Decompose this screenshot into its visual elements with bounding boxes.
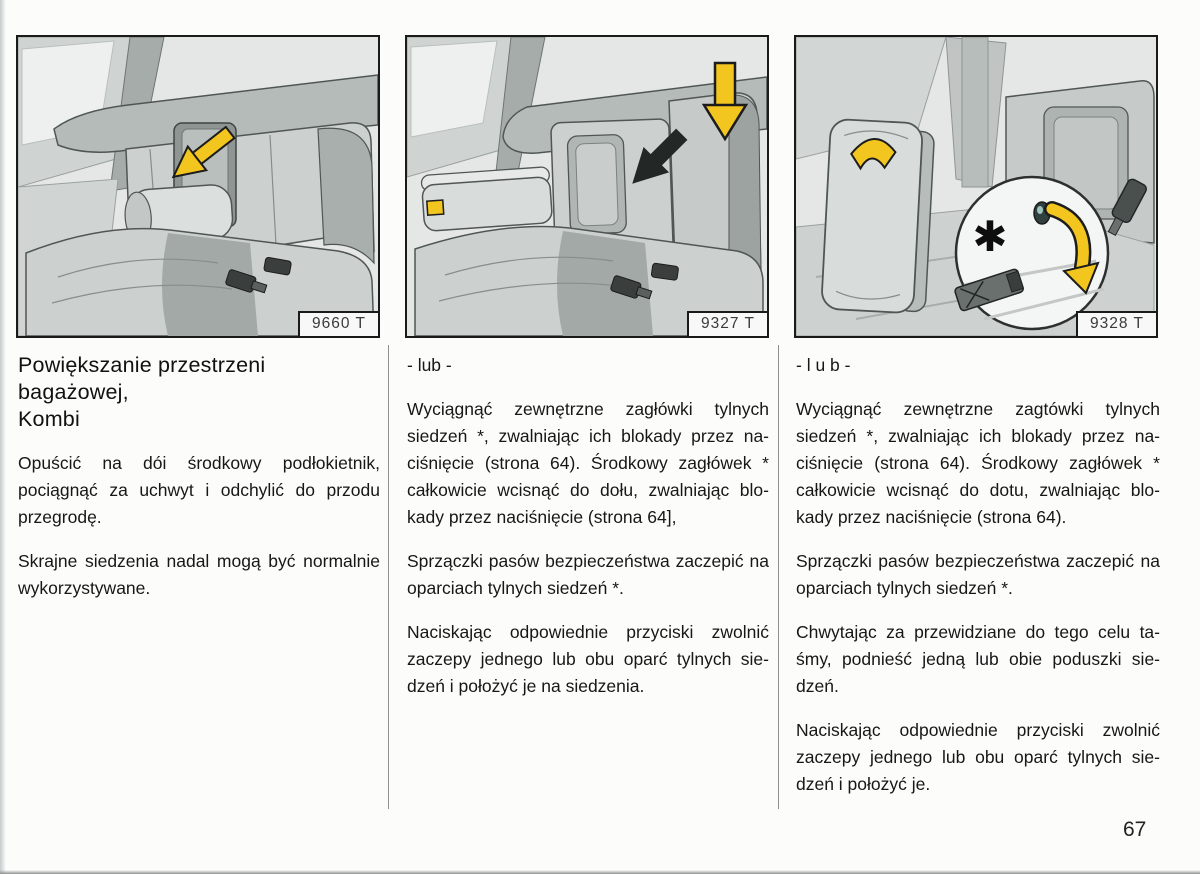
figure-backrest-folding xyxy=(405,35,769,338)
paragraph: Sprzączki pasów bezpieczeństwa zaczepić na oparciach tylnych siedzeń *. xyxy=(796,551,1160,598)
column-divider xyxy=(778,345,779,809)
figure-label: 9660 T xyxy=(298,311,380,338)
illustration-backrest-folding xyxy=(407,37,767,336)
section-heading-line1: Powiększanie przestrzeni bagażowej, xyxy=(18,353,266,404)
section-heading-line2: Kombi xyxy=(18,407,80,431)
column-3-text xyxy=(796,352,1160,815)
column-1-text xyxy=(18,352,380,619)
paragraph: Opuścić na dói środkowy podłokietnik, pociągnąć za uchwyt i odchylić do przodu przegrodę. xyxy=(18,453,380,527)
figure-label: 9328 T xyxy=(1076,311,1158,338)
figure-label: 9327 T xyxy=(687,311,769,338)
or-separator: - lub - xyxy=(407,355,452,375)
figure-rear-seat-armrest xyxy=(16,35,380,338)
release-tag-icon xyxy=(427,200,444,215)
belt-buckle-icon xyxy=(651,263,679,280)
paragraph: Chwytając za przewidziane do tego celu taśmy, podnieść jedną lub obie poduszki siedzeń. xyxy=(796,622,1160,696)
scan-edge-left xyxy=(0,0,6,874)
paragraph: Wyciągnąć zewnętrzne zagtówki tylnych siedzeń *, zwalniając ich blokady przez naciśnięcie (strona 64). Środkowy zagłówek * całkowicie wcisnąć do dotu, zwalniając blokady przez naciśnięcie (strona 64). xyxy=(796,399,1160,527)
paragraph: Wyciągnąć zewnętrzne zagłówki tylnych siedzeń *, zwalniając ich blokady przez naciśnięcie (strona 64). Środkowy zagłówek * całkowicie wcisnąć do dołu, zwalniając blokady przez naciśnięcie (strona 64], xyxy=(407,399,769,527)
detail-inset xyxy=(954,177,1108,329)
page-number: 67 xyxy=(1123,818,1147,841)
section-heading xyxy=(18,352,380,433)
paragraph: Sprzączki pasów bezpieczeństwa zaczepić na oparciach tylnych siedzeń *. xyxy=(407,551,769,598)
illustration-cushion-tilted xyxy=(796,37,1156,336)
paragraph: Naciskając odpowiednie przyciski zwolnić zaczepy jednego lub obu oparć tylnych siedzeń i położyć je. xyxy=(796,720,1160,794)
folded-cushion xyxy=(421,167,553,232)
scan-edge-bottom xyxy=(0,870,1200,874)
illustration-rear-seat-armrest xyxy=(18,37,378,336)
tilted-cushion xyxy=(821,119,935,314)
paragraph: Skrajne siedzenia nadal mogą być normalnie wykorzystywane. xyxy=(18,551,380,598)
or-separator: - l u b - xyxy=(796,355,851,375)
paragraph: Naciskając odpowiednie przyciski zwolnić zaczepy jednego lub obu oparć tylnych siedzeń i położyć je na siedzenia. xyxy=(407,622,769,696)
figure-cushion-tilted xyxy=(794,35,1158,338)
asterisk-icon: ✱ xyxy=(972,213,1008,260)
column-2-text xyxy=(407,352,769,717)
column-divider xyxy=(388,345,389,809)
